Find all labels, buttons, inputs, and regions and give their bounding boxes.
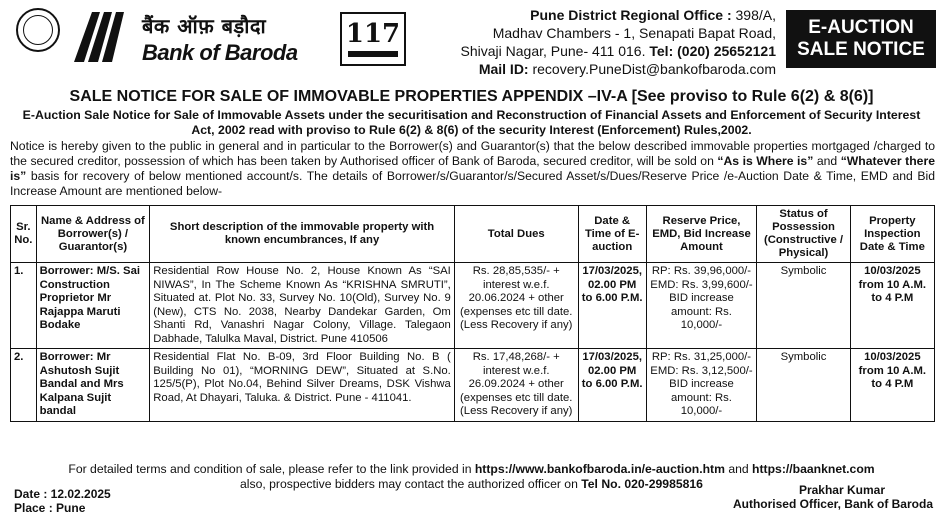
- row-reserve-price: RP: Rs. 31,25,000/-: [651, 351, 752, 363]
- office-address: [446, 6, 776, 78]
- footer-line2-text: also, prospective bidders may contact the authorized officer on: [240, 477, 582, 491]
- row-reserve-price: RP: Rs. 39,96,000/-: [651, 265, 752, 277]
- header-sr: Sr. No.: [11, 206, 37, 263]
- row-description: Residential Row House No. 2, House Known As “SAI NIWAS”, In The Scheme Known As “KRISHNA SMRUTI”, Situated at. Plot No. 33, Survey No. 10(Old), Survey No. 9 (New), CTS No. 2038, Nearby Dandekar Garden, Om Shanti Rd, Vanashri Nagar Colony, Village. Talegaon Dabhade, Talulka Maval, District. Pune 410506: [150, 263, 455, 349]
- office-mail-value: recovery.PuneDist@bankofbaroda.com: [528, 61, 776, 77]
- eauction-banner-line1: E-AUCTION: [808, 17, 914, 38]
- row-sr: 1.: [11, 263, 37, 349]
- emblem-icon: [16, 8, 60, 52]
- notice-date: Date : 12.02.2025: [14, 487, 111, 501]
- header-desc: Short description of the immovable property with known encumbrances, If any: [150, 206, 455, 263]
- row-borrower: Borrower: M/S. Sai Construction Proprietor Mr Rajappa Maruti Bodake: [36, 263, 150, 349]
- office-address-line3: Shivaji Nagar, Pune- 411 016.: [460, 43, 650, 59]
- row-sr: 2.: [11, 349, 37, 422]
- header-name: Name & Address of Borrower(s) / Guarantor(s): [36, 206, 150, 263]
- row-possession-status: Symbolic: [757, 349, 850, 422]
- row-inspection: 10/03/2025 from 10 A.M. to 4 P.M: [850, 263, 934, 349]
- row-reserve: [646, 263, 757, 349]
- signatory-name: Prakhar Kumar: [798, 483, 885, 497]
- header-date: Date & Time of E-auction: [578, 206, 646, 263]
- table-row: [11, 349, 935, 422]
- auction-link-baanknet[interactable]: https://baanknet.com: [752, 462, 875, 476]
- signatory-title: Authorised Officer, Bank of Baroda: [732, 497, 933, 511]
- office-tel-label: Tel:: [649, 43, 674, 59]
- row-borrower: Borrower: Mr Ashutosh Sujit Bandal and Mrs Kalpana Sujit bandal: [36, 349, 150, 422]
- page-title: SALE NOTICE FOR SALE OF IMMOVABLE PROPERTIES APPENDIX –IV-A [See proviso to Rule 6(2) & 8(6)]: [69, 88, 874, 105]
- notice-header: [0, 0, 943, 84]
- row-description: Residential Flat No. B-09, 3rd Floor Building No. B ( Building No 01), “MORNING DEW”, Situated at S.No. 125/5(P), Plot No.04, Behind Silver Dreams, DSK Vishwa Road, At Dhayari, Taluka. & District. Pune - 411041.: [150, 349, 455, 422]
- row-auction-date: 17/03/2025, 02.00 PM to 6.00 P.M.: [578, 263, 646, 349]
- row-bid-increase: BID increase amount: Rs. 10,000/-: [669, 292, 734, 331]
- notice-as-is: “As is Where is”: [717, 154, 814, 168]
- row-auction-date: 17/03/2025, 02.00 PM to 6.00 P.M.: [578, 349, 646, 422]
- eauction-banner-line2: SALE NOTICE: [797, 39, 925, 60]
- notice-whatever: “Whatever there is”: [10, 154, 935, 183]
- notice-text-part1: Notice is hereby given to the public in general and in particular to the Borrower(s) and Guarantor(s) that the below described immovable properties mortgaged /charged to the secured creditor, possession of which has been taken by Authorised officer of Bank of Baroda, secured creditor, will be sold on: [10, 139, 935, 168]
- header-reserve: Reserve Price, EMD, Bid Increase Amount: [646, 206, 757, 263]
- office-address-line2: Madhav Chambers - 1, Senapati Bapat Road,: [492, 25, 776, 41]
- properties-table: [10, 205, 935, 422]
- brand-name-english: Bank of Baroda: [142, 40, 298, 65]
- header-dues: Total Dues: [454, 206, 578, 263]
- page-subtitle: E-Auction Sale Notice for Sale of Immovable Assets under the securitisation and Reconstruction of Financial Assets and Enforcement of Security Interest Act, 2002 read with proviso to Rule 6(2) & 8(6) of the security Interest (Enforcement) Rules,2002.: [22, 108, 921, 137]
- notice-paragraph: [10, 139, 935, 199]
- signature-block: [733, 483, 933, 511]
- notice-place: Place : Pune: [14, 501, 86, 515]
- row-bid-increase: BID increase amount: Rs. 10,000/-: [669, 378, 734, 417]
- row-reserve: [646, 349, 757, 422]
- row-dues: Rs. 17,48,268/- + interest w.e.f. 26.09.2024 + other (expenses etc till date.(Less Recovery if any): [454, 349, 578, 422]
- header-status: Status of Possession (Constructive / Physical): [757, 206, 850, 263]
- header-inspection: Property Inspection Date & Time: [850, 206, 934, 263]
- footer-line1-and: and: [724, 462, 753, 476]
- eauction-banner: [786, 10, 936, 68]
- row-emd: EMD: Rs. 3,99,600/-: [650, 278, 753, 291]
- row-emd: EMD: Rs. 3,12,500/-: [650, 364, 753, 377]
- table-header-row: [11, 206, 935, 263]
- notice-text-part3: basis for recovery of below mentioned account/s. The details of Borrower/s/Guarantor/s/Secured Asset/s/Dues/Reserve Price /e-Auction Date & Time, EMD and Bid Increase Amount are mentioned below-: [10, 169, 935, 198]
- emblem-inner-icon: [23, 15, 53, 45]
- anniversary-ribbon-icon: [348, 51, 398, 57]
- auction-link-bankofbaroda[interactable]: https://www.bankofbaroda.in/e-auction.htm: [474, 462, 725, 476]
- table-row: [11, 263, 935, 349]
- footer-line1-text: For detailed terms and condition of sale, please refer to the link provided in: [68, 462, 475, 476]
- row-dues: Rs. 28,85,535/- + interest w.e.f. 20.06.2024 + other (expenses etc till date.(Less Recovery if any): [454, 263, 578, 349]
- anniversary-badge: [340, 12, 406, 66]
- notice-text-part2: and: [813, 154, 841, 168]
- office-mail-label: Mail ID:: [478, 61, 529, 77]
- row-possession-status: Symbolic: [757, 263, 850, 349]
- anniversary-number: 117: [345, 19, 401, 49]
- contact-tel: Tel No. 020-29985816: [581, 477, 703, 491]
- office-address-line1: 398/A,: [731, 7, 776, 23]
- office-name: Pune District Regional Office :: [530, 7, 732, 23]
- row-inspection: 10/03/2025 from 10 A.M. to 4 P.M: [850, 349, 934, 422]
- office-tel-value: (020) 25652121: [673, 43, 776, 59]
- bank-of-baroda-sunburst-logo-icon: [70, 10, 130, 64]
- brand-name-hindi: बैंक ऑफ़ बड़ौदा: [142, 14, 267, 38]
- date-place-block: [14, 487, 111, 515]
